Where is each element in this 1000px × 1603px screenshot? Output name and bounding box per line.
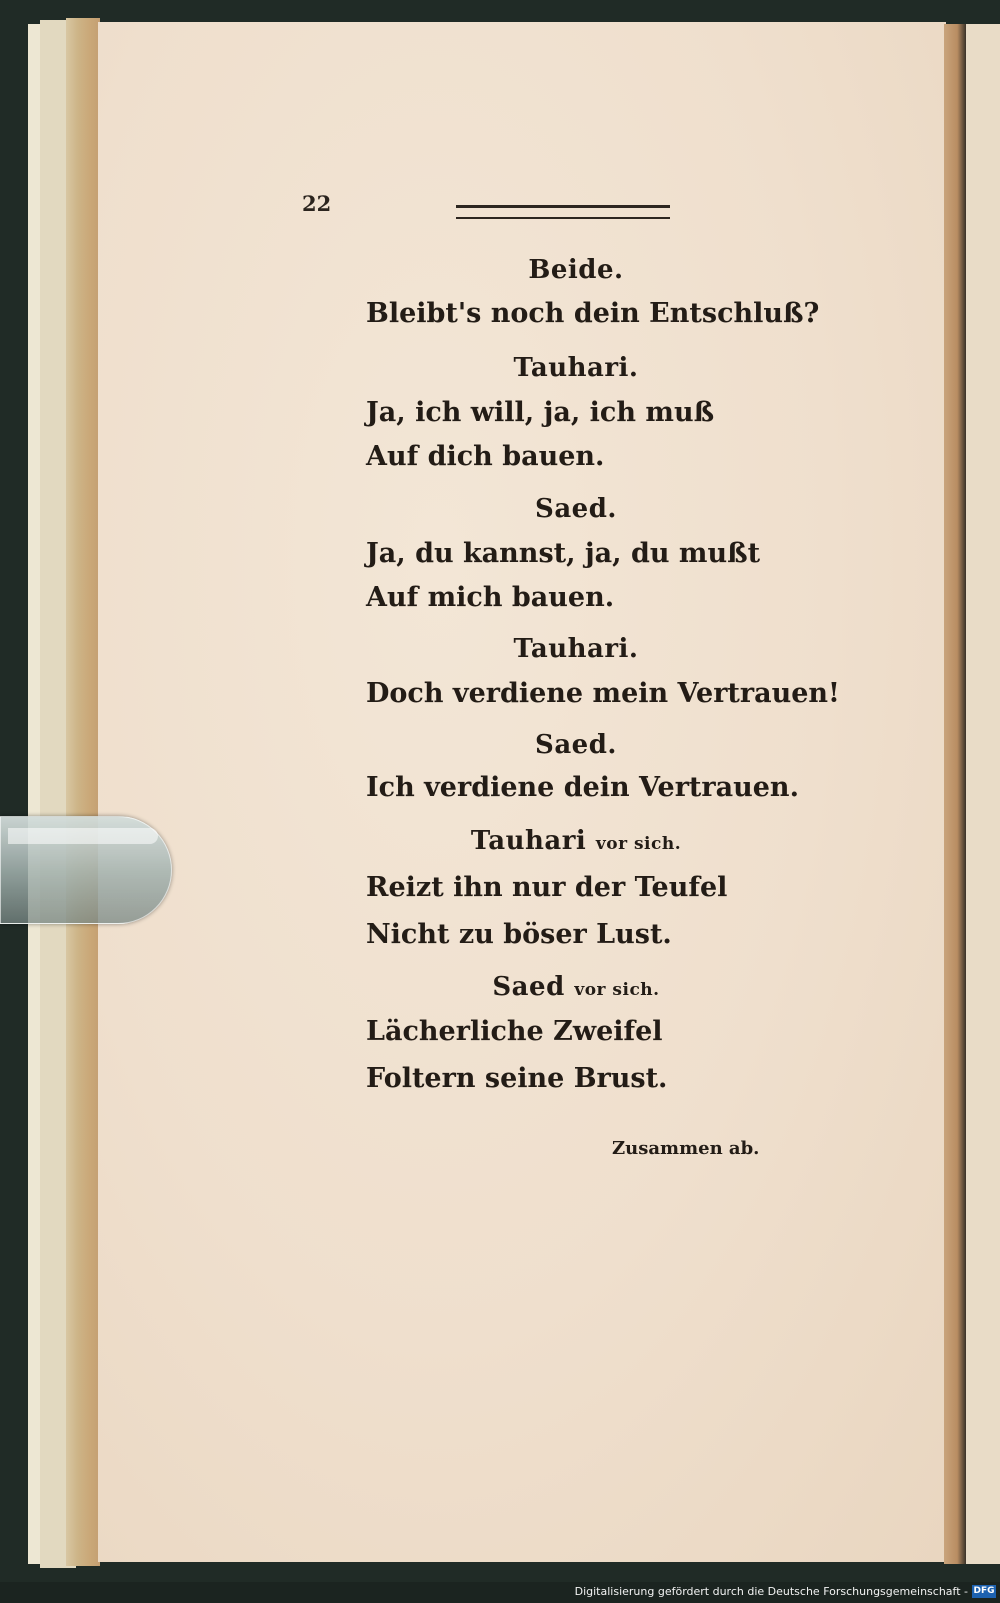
stage-aside: vor sich.: [595, 834, 682, 854]
speaker-heading: Tauhari vor sich.: [470, 826, 682, 856]
stage-direction: Zusammen ab.: [612, 1138, 760, 1159]
speaker-heading: Saed vor sich.: [492, 972, 660, 1002]
verse-line: Ja, du kannst, ja, du mußt: [366, 538, 761, 569]
verse-line: Reizt ihn nur der Teufel: [366, 872, 728, 903]
speaker-heading: Saed.: [535, 494, 617, 524]
verse-line: Foltern seine Brust.: [366, 1063, 668, 1094]
speaker-heading: Tauhari.: [513, 353, 639, 383]
page-stack-edge: [66, 18, 100, 1566]
book-gutter-shadow: [944, 24, 966, 1564]
verse-line: Auf dich bauen.: [366, 441, 605, 472]
speaker-heading: Tauhari.: [513, 634, 639, 664]
verse-line: Nicht zu böser Lust.: [366, 919, 672, 950]
next-page-sliver: [966, 24, 1000, 1564]
glass-clip-highlight: [8, 828, 158, 844]
dfg-logo: DFG: [973, 1586, 995, 1596]
verse-line: Doch verdiene mein Vertrauen!: [366, 678, 840, 709]
speaker-heading: Beide.: [528, 255, 624, 285]
digitization-credit: Digitalisierung gefördert durch die Deutsche Forschungsgemeinschaft -: [574, 1585, 968, 1598]
verse-line: Ich verdiene dein Vertrauen.: [366, 772, 799, 803]
verse-line: Bleibt's noch dein Entschluß?: [366, 298, 820, 329]
verse-line: Lächerliche Zweifel: [366, 1016, 663, 1047]
header-double-rule: [456, 205, 670, 219]
page-number: 22: [302, 191, 332, 216]
verse-line: Auf mich bauen.: [366, 582, 615, 613]
speaker-heading: Saed.: [535, 730, 617, 760]
verse-line: Ja, ich will, ja, ich muß: [366, 397, 715, 428]
stage-aside: vor sich.: [574, 980, 660, 1000]
